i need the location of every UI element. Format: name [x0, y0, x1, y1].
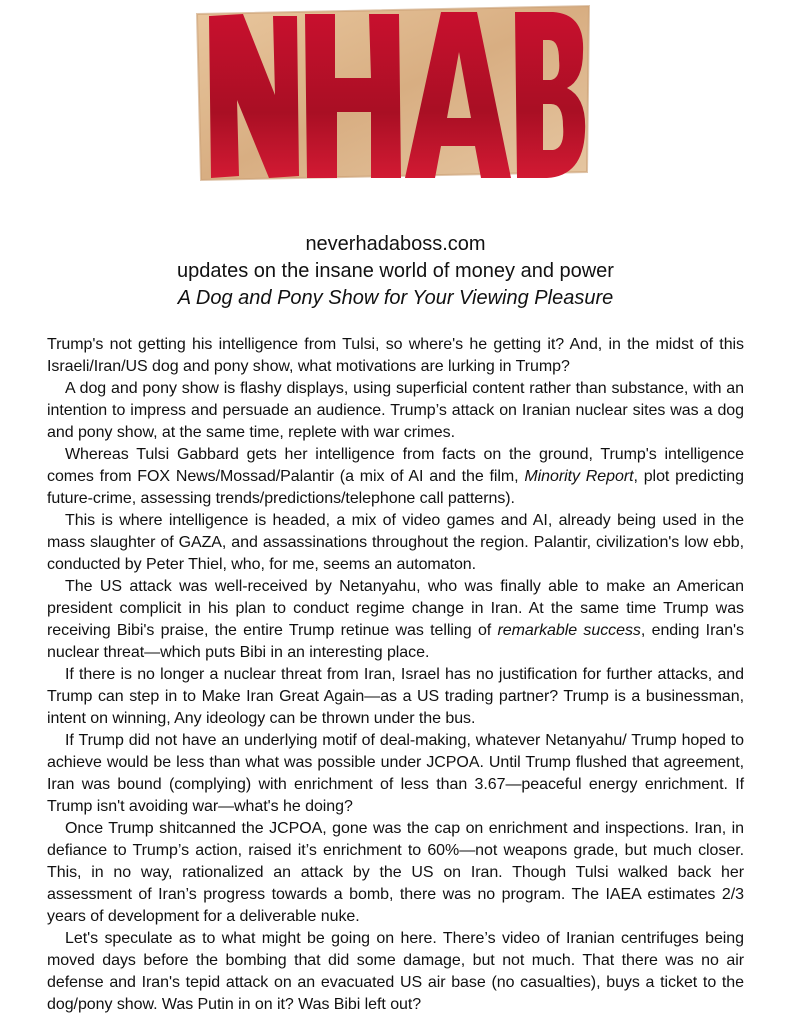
paragraph-5-text-c: , ending Iran's nuclear threat—which puts Bibi in an interesting place. [47, 622, 744, 661]
logo-graphic [193, 0, 593, 186]
paragraph-1: Trump's not getting his intelligence from Tulsi, so where's he getting it? And, in the midst of this Israeli/Iran/US dog and pony show, what motivations are lurking in Trump? [47, 336, 744, 375]
paragraph-2: A dog and pony show is flashy displays, using superficial content rather than substance, with an intention to impress and persuade an audience. Trump’s attack on Iranian nuclear sites was a dog and pony show, at the same time, replete with war crimes. [47, 380, 744, 441]
article-body [47, 334, 744, 1016]
paragraph-3 [47, 444, 744, 510]
paragraph-4: This is where intelligence is headed, a mix of video games and AI, already being used in the mass slaughter of GAZA, and assassinations throughout the region. Palantir, civilization's low ebb, conducted by Peter Thiel, who, for me, seems an automaton. [47, 512, 744, 573]
paragraph-5-text-a: The US attack was well-received by Netanyahu, who was finally able to make an American president complicit in his plan to conduct regime change in Iran. At the same time Trump was receiving Bibi's praise, the entire Trump retinue was telling of [47, 578, 744, 639]
site-name[interactable]: neverhadaboss.com [305, 233, 486, 255]
paragraph-5 [47, 576, 744, 664]
site-tagline: updates on the insane world of money and power [177, 260, 614, 282]
paragraph-9: Let's speculate as to what might be going on here. There’s video of Iranian centrifuges being moved days before the bombing that did some damage, but not much. That there was no air defense and Iran's tepid attack on an evacuated US air base (no casualties), buys a ticket to the dog/pony show. Was Putin in on it? Was Bibi left out? [47, 930, 744, 1013]
page-header [0, 231, 791, 312]
paragraph-7: If Trump did not have an underlying motif of deal-making, whatever Netanyahu/ Trump hoped to achieve would be less than what was possible under JCPOA. Until Trump flushed that agreement, Iran was bound (complying) with enrichment of less than 3.67—peaceful energy enrichment. If Trump isn't avoiding war—what's he doing? [47, 732, 744, 815]
emphasis-phrase: remarkable success [497, 622, 641, 639]
paragraph-6: If there is no longer a nuclear threat from Iran, Israel has no justification for further attacks, and Trump can step in to Make Iran Great Again—as a US trading partner? Trump is a businessman, intent on winning, Any ideology can be thrown under the bus. [47, 666, 744, 727]
article-title: A Dog and Pony Show for Your Viewing Pleasure [177, 287, 614, 309]
paragraph-3-text-c: , plot predicting future-crime, assessing trends/predictions/telephone call patterns). [47, 468, 744, 507]
site-logo[interactable] [193, 0, 593, 186]
paragraph-8: Once Trump shitcanned the JCPOA, gone was the cap on enrichment and inspections. Iran, in defiance to Trump’s action, raised it’s enrichment to 60%—not weapons grade, but much closer. This, in no way, rationalized an attack by the US on Iran. Though Tulsi walked back her assessment of Iran’s progress towards a bomb, there was no program. The IAEA estimates 2/3 years of development for a deliverable nuke. [47, 820, 744, 925]
paragraph-3-text-a: Whereas Tulsi Gabbard gets her intelligence from facts on the ground, Trump's intelligence comes from FOX News/Mossad/Palantir (a mix of AI and the film, [47, 446, 744, 485]
film-title: Minority Report [524, 468, 634, 485]
